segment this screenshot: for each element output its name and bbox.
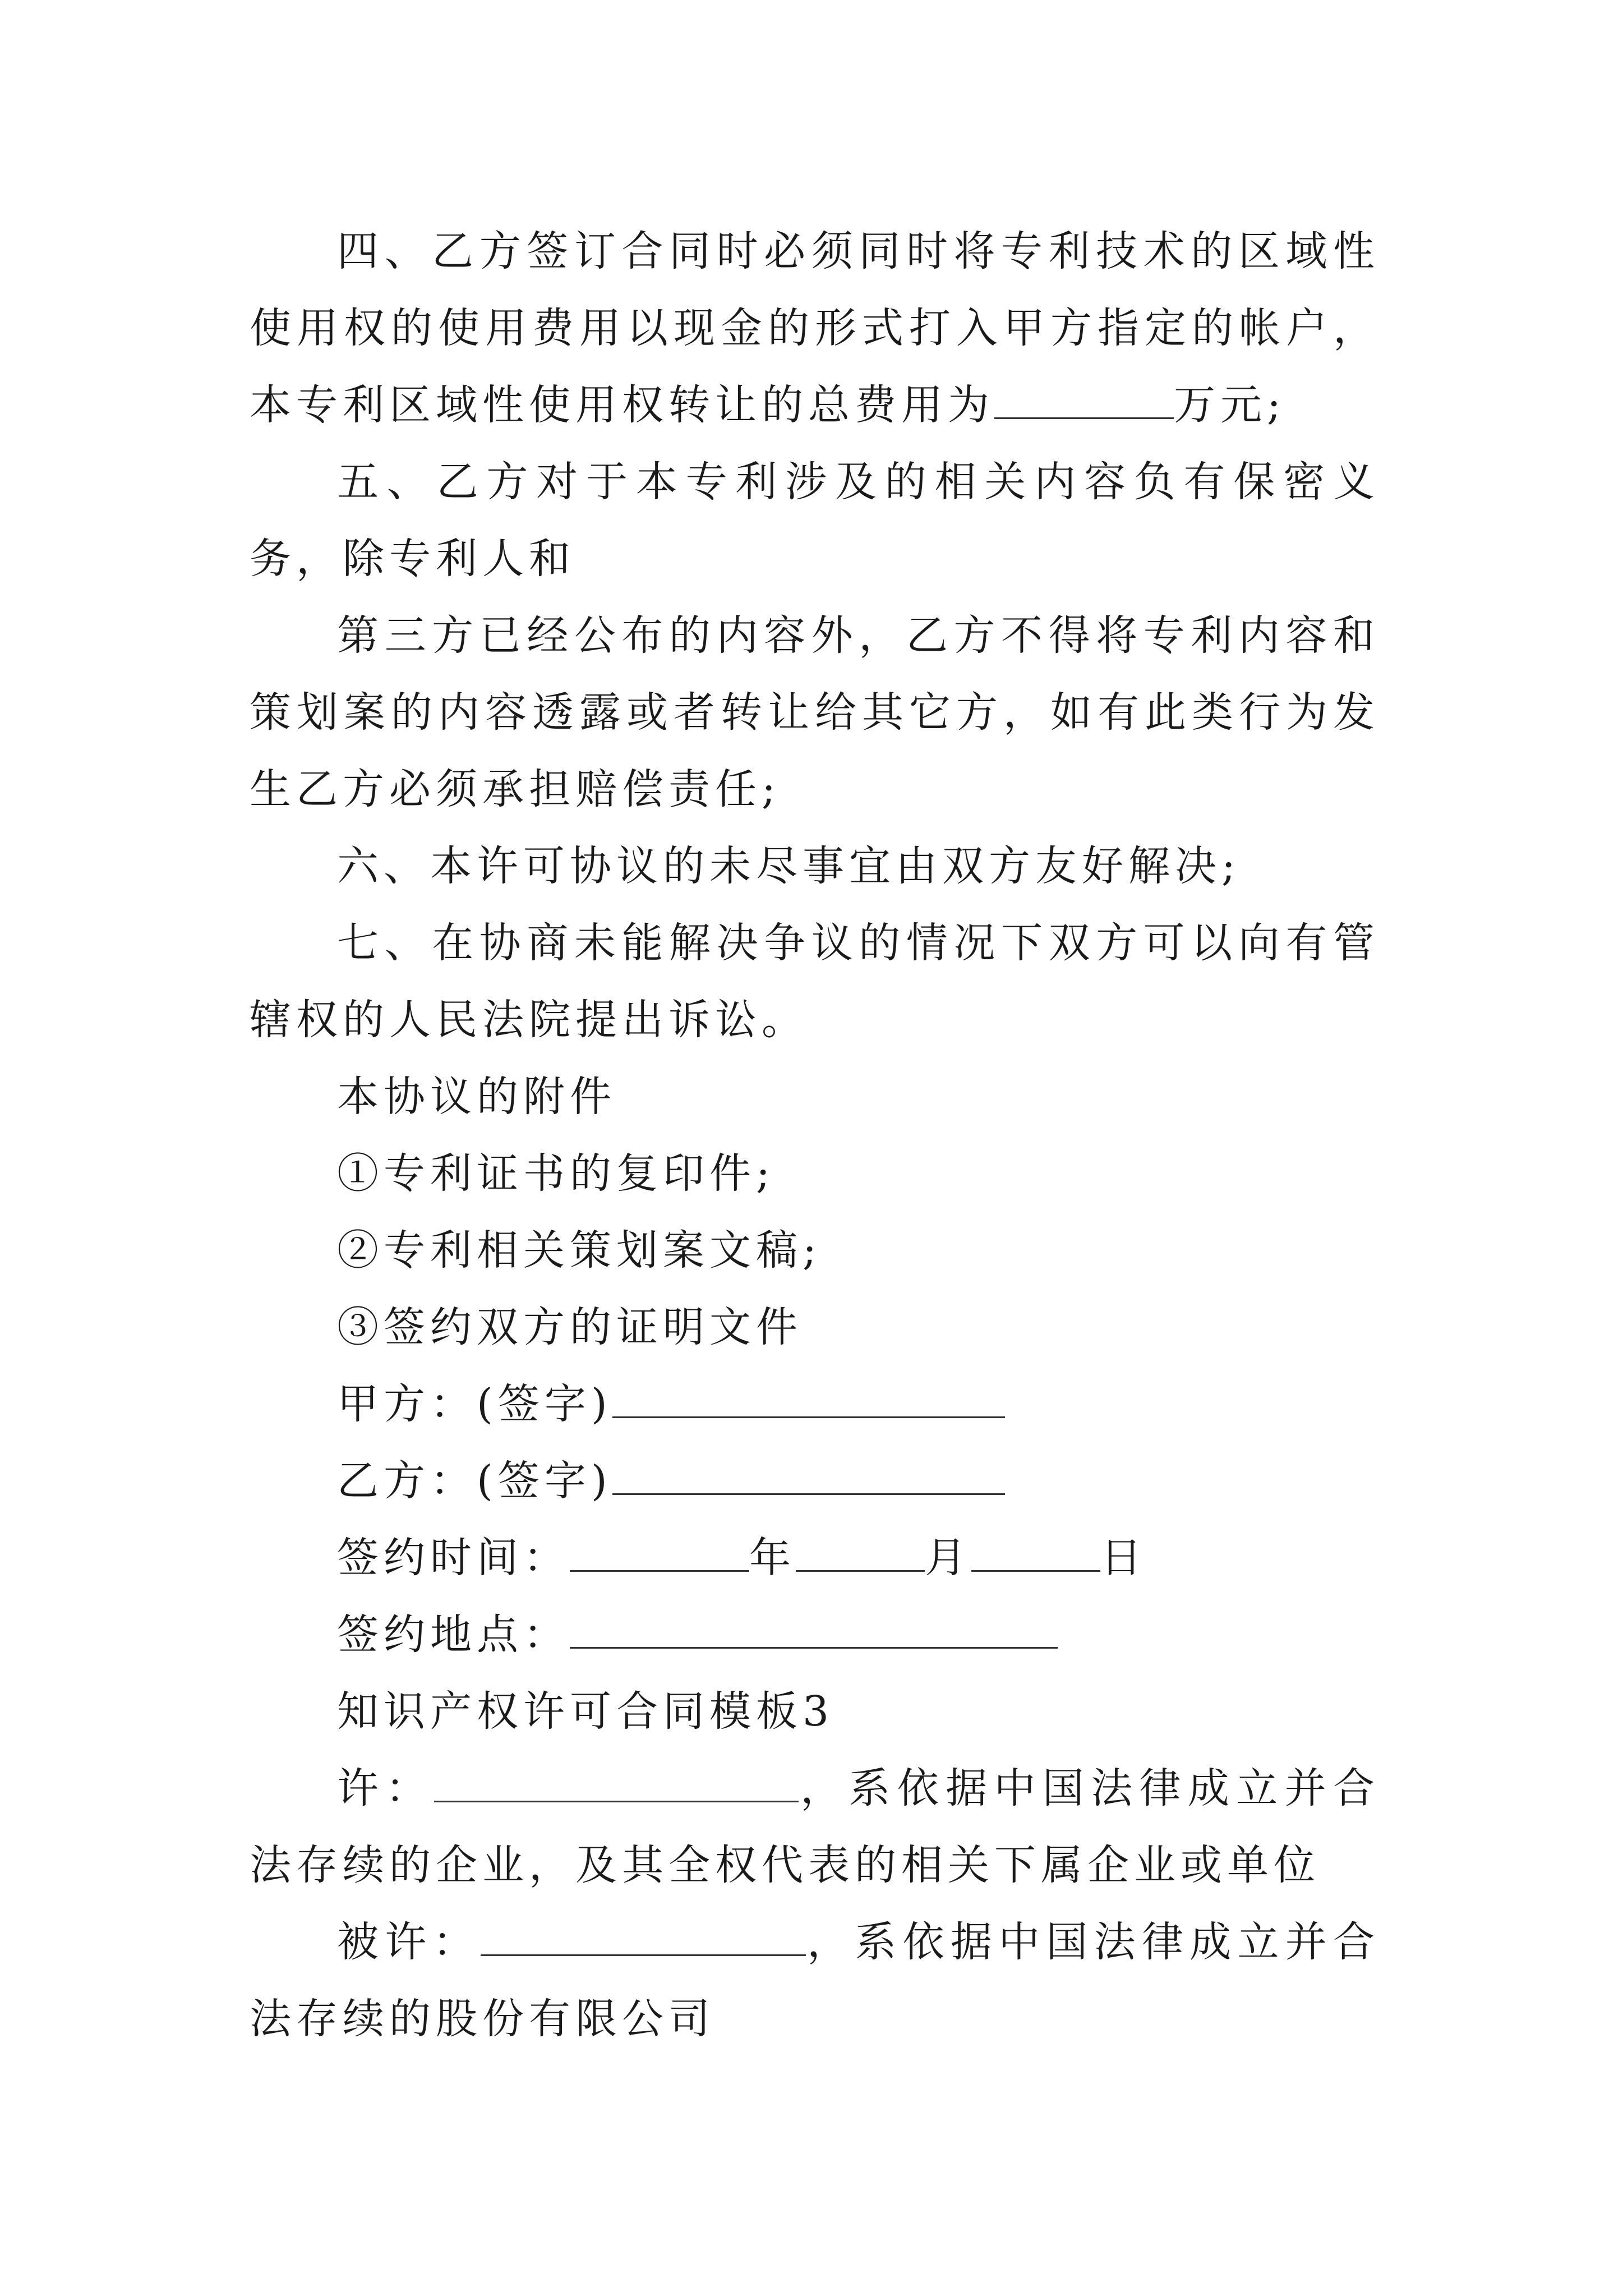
template-3-title: 知识产权许可合同模板3 bbox=[337, 1687, 834, 1736]
clause-4-text: 四、乙方签订合同时必须同时将专利技术的区域性使用权的使用费用以现金的形式打入甲方指定的帐户，本专利区域性使用权转让的总费用为 bbox=[250, 227, 1380, 429]
licensee-blank bbox=[481, 1920, 806, 1956]
year-blank bbox=[570, 1535, 749, 1572]
party-b-label: 乙方：(签字) bbox=[337, 1457, 612, 1505]
day-blank bbox=[971, 1535, 1100, 1572]
month-label: 月 bbox=[925, 1534, 971, 1582]
attachments-title: 本协议的附件 bbox=[337, 1073, 616, 1121]
signing-place bbox=[250, 1596, 1380, 1673]
licensor-blank bbox=[434, 1766, 799, 1802]
signing-place-label: 签约地点： bbox=[337, 1611, 570, 1659]
attachment-item: ③签约双方的证明文件 bbox=[337, 1303, 803, 1351]
place-blank bbox=[570, 1612, 1058, 1649]
licensee-label: 被许： bbox=[337, 1918, 481, 1966]
fee-blank bbox=[994, 383, 1174, 419]
signing-date-label: 签约时间： bbox=[337, 1534, 570, 1582]
day-label: 日 bbox=[1100, 1534, 1147, 1582]
licensor-clause bbox=[250, 1750, 1380, 1904]
clause-6: 六、本许可协议的未尽事宜由双方友好解决; bbox=[337, 842, 1241, 890]
clause-4 bbox=[250, 213, 1380, 444]
clause-5: 五、乙方对于本专利涉及的相关内容负有保密义务，除专利人和 bbox=[250, 458, 1380, 583]
attachment-item: ②专利相关策划案文稿; bbox=[337, 1226, 822, 1274]
party-b-signature-blank bbox=[612, 1458, 1005, 1495]
licensee-clause bbox=[250, 1904, 1380, 2058]
party-a-signature bbox=[250, 1366, 1380, 1443]
licensor-label: 许： bbox=[337, 1764, 434, 1812]
licensor-text: ，系依据中国法律成立并合法存续的企业，及其全权代表的相关下属企业或单位 bbox=[250, 1764, 1380, 1889]
clause-7: 七、在协商未能解决争议的情况下双方可以向有管辖权的人民法院提出诉讼。 bbox=[250, 919, 1380, 1044]
party-b-signature bbox=[250, 1443, 1380, 1520]
clause-4-unit: 万元; bbox=[1174, 381, 1286, 429]
licensee-text: ，系依据中国法律成立并合法存续的股份有限公司 bbox=[250, 1918, 1380, 2043]
year-label: 年 bbox=[749, 1534, 796, 1582]
signing-date bbox=[250, 1520, 1380, 1596]
clause-5-continued: 第三方已经公布的内容外，乙方不得将专利内容和策划案的内容透露或者转让给其它方，如有此类行为发生乙方必须承担赔偿责任; bbox=[250, 611, 1380, 813]
party-a-signature-blank bbox=[612, 1382, 1005, 1418]
party-a-label: 甲方：(签字) bbox=[337, 1380, 612, 1428]
attachment-item: ①专利证书的复印件; bbox=[337, 1149, 775, 1198]
document-body bbox=[250, 213, 1380, 2058]
month-blank bbox=[796, 1535, 925, 1572]
